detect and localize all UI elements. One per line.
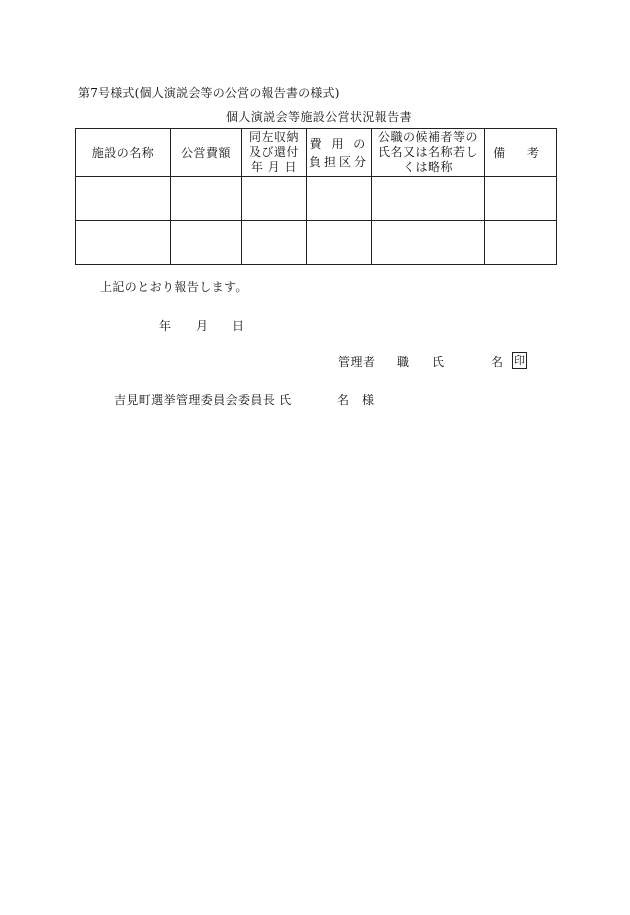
header-line: 及び還付 [248,145,299,159]
table-cell[interactable] [372,221,485,265]
header-candidate-name [372,129,485,177]
header-line: 公職の候補者等の [377,130,478,144]
table-cell[interactable] [372,177,485,221]
table-header-row [76,129,557,177]
header-line: 年 月 日 [250,160,298,174]
date-month-label: 月 [196,319,209,333]
date-day-label: 日 [232,319,245,333]
table-cell[interactable] [171,221,242,265]
report-table [75,128,557,265]
table-cell[interactable] [76,221,171,265]
signature-shi-label: 氏 [432,355,445,369]
header-line: 公営費額 [180,146,231,160]
table-cell[interactable] [307,177,372,221]
table-cell[interactable] [171,177,242,221]
table-row [76,221,557,265]
header-remarks [485,129,557,177]
header-public-cost [171,129,242,177]
header-line: 負担区分 [308,154,369,169]
header-cost-burden [307,129,372,177]
header-line: 施設の名称 [91,146,155,160]
header-line: 同左収納 [248,130,299,144]
date-year-label: 年 [159,319,172,333]
addressee-shi-label: 氏 [279,393,292,407]
report-statement: 上記のとおり報告します。 [100,280,248,294]
header-facility-name [76,129,171,177]
header-line: 備 考 [493,146,548,160]
addressee-mei-label: 名 [337,393,350,407]
signature-role: 管理者 [338,355,376,369]
header-receipt-refund-date [242,129,307,177]
header-line: 費 用 の [309,136,369,151]
document-title: 個人演説会等施設公営状況報告書 [226,110,413,124]
table-cell[interactable] [307,221,372,265]
table-row [76,177,557,221]
table-cell[interactable] [485,221,557,265]
header-line: くは略称 [402,160,453,174]
table-cell[interactable] [242,221,307,265]
seal-mark: 印 [514,354,525,367]
table-cell[interactable] [242,177,307,221]
form-caption: 第7号様式(個人演説会等の公営の報告書の様式) [78,86,340,100]
table-cell[interactable] [76,177,171,221]
signature-title-label: 職 [397,355,410,369]
addressee-honorific: 様 [362,393,375,407]
header-line: 氏名又は名称若し [377,145,478,159]
addressee: 吉見町選挙管理委員会委員長 [114,393,276,407]
table-cell[interactable] [485,177,557,221]
signature-mei-label: 名 [491,355,504,369]
